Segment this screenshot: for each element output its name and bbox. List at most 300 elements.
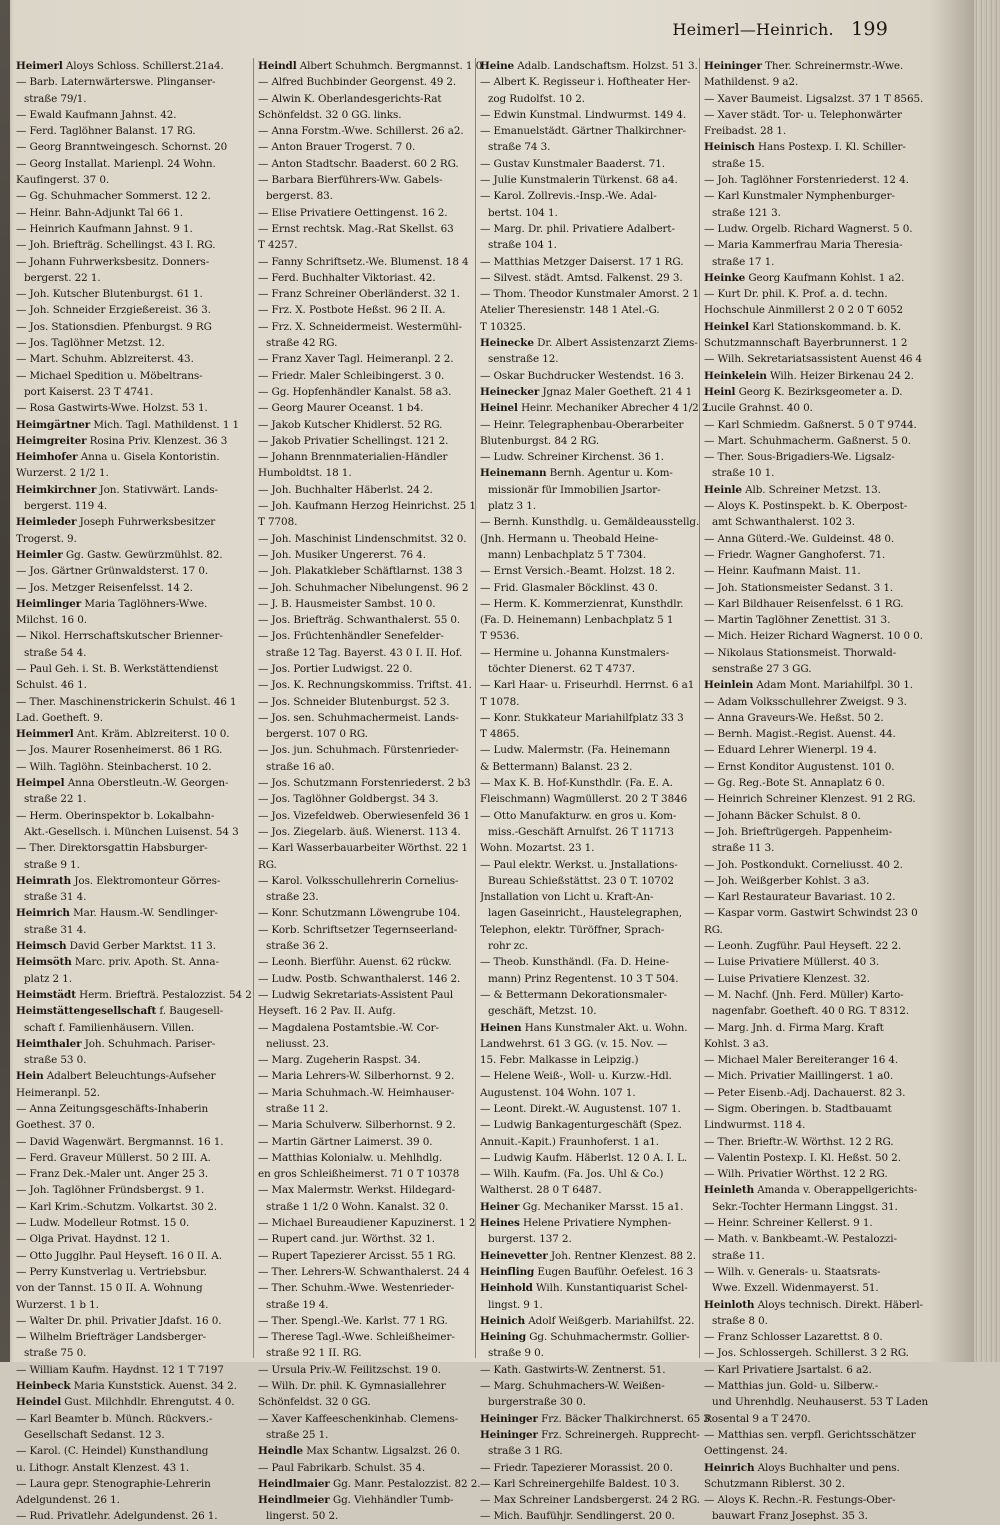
directory-entry: Oettingenst. 24. [704,1445,788,1458]
directory-entry: — Leonh. Zugführ. Paul Heyseft. 22 2. [704,940,902,953]
directory-entry: — Karl Wasserbauarbeiter Wörthst. 22 1 [258,842,468,855]
directory-entry: — William Kaufm. Haydnst. 12 1 T 7197 [16,1363,224,1376]
directory-entry: Lindwurmst. 118 4. [704,1119,806,1132]
directory-entry: — Michael Spedition u. Möbeltrans- [16,369,203,382]
directory-entry: straße 11. [712,1249,765,1262]
directory-entry: — Marg. Dr. phil. Privatiere Adalbert- [480,222,675,235]
directory-entry: Lad. Goetheft. 9. [16,711,103,724]
directory-entry: Heinisch Hans Postexp. I. Kl. Schiller- [704,141,906,154]
directory-entry: Lucile Grahnst. 40 0. [704,402,813,415]
directory-entry: — Matthias sen. verpfl. Gerichtsschätzer [704,1428,916,1441]
directory-entry: — Jos. Portier Ludwigst. 22 0. [258,662,413,675]
directory-entry: — Ludwig Bankagenturgeschäft (Spez. [480,1119,682,1132]
directory-entry: — Kurt Dr. phil. K. Prof. a. d. techn. [704,288,888,301]
directory-entry: straße 3 1 RG. [488,1445,563,1458]
directory-entry: — Jos. Briefträg. Schwanthalerst. 55 0. [258,614,461,627]
directory-entry: — Maria Schulverw. Silberhornst. 9 2. [258,1119,456,1132]
directory-entry: — Ther. Brieftr.-W. Wörthst. 12 2 RG. [704,1135,894,1148]
directory-entry: — Matthias Kolonialw. u. Mehlhdlg. [258,1151,443,1164]
directory-entry: Wohn. Mozartst. 23 1. [480,842,595,855]
directory-entry: amt Schwanthalerst. 102 3. [712,516,856,529]
directory-entry: neliusst. 23. [266,1037,329,1050]
directory-entry: Kohlst. 3 a3. [704,1037,769,1050]
running-head: Heimerl—Heinrich. [672,20,834,39]
directory-entry: — Thom. Theodor Kunstmaler Amorst. 2 1 [480,288,699,301]
directory-entry: straße 121 3. [712,206,781,219]
directory-entry: — Karl Krim.-Schutzm. Volkartst. 30 2. [16,1200,217,1213]
directory-entry: bergerst. 107 0 RG. [266,728,368,741]
directory-entry: und Uhrenhdlg. Neuhauserst. 53 T Laden [712,1396,929,1409]
directory-entry: 15. Febr. Malkasse in Leipzig.) [480,1054,639,1067]
directory-entry: bergerst. 22 1. [24,271,101,284]
directory-entry: — Wilh. v. Generals- u. Staatsrats- [704,1265,881,1278]
directory-entry: — Xaver städt. Tor- u. Telephonwärter [704,108,902,121]
directory-entry: — Joh. Musiker Ungererst. 76 4. [258,548,426,561]
directory-entry: bertst. 104 1. [488,206,558,219]
directory-entry: — Karl Restaurateur Bavariast. 10 2. [704,891,896,904]
directory-entry: — Max Malermstr. Werkst. Hildegard- [258,1184,456,1197]
directory-entry: — Julie Kunstmalerin Türkenst. 68 a4. [480,174,678,187]
directory-entry: — Ursula Priv.-W. Feilitzschst. 19 0. [258,1363,441,1376]
directory-entry: — Ludw. Postb. Schwanthalerst. 146 2. [258,972,461,985]
directory-entry: — Joh. Schneider Erzgießereist. 36 3. [16,304,211,317]
directory-entry: — Ludw. Orgelb. Richard Wagnerst. 5 0. [704,222,913,235]
directory-entry: — Anton Brauer Trogerst. 7 0. [258,141,416,154]
directory-entry: Fleischmann) Wagmüllerst. 20 2 T 3846 [480,793,688,806]
directory-entry: — Gustav Kunstmaler Baaderst. 71. [480,157,665,170]
directory-entry: — Rupert Tapezierer Arcisst. 55 1 RG. [258,1249,456,1262]
directory-entry: — Bernh. Magist.-Regist. Auenst. 44. [704,728,896,741]
directory-entry: — Ther. Spengl.-We. Karlst. 77 1 RG. [258,1314,448,1327]
directory-entry: — Jos. Gärtner Grünwaldsterst. 17 0. [16,565,209,578]
directory-entry: — Mich. Privatier Maillingerst. 1 a0. [704,1070,894,1083]
directory-entry: — Joh. Weißgerber Kohlst. 3 a3. [704,874,870,887]
directory-entry: — Ther. Sous-Brigadiers-We. Ligsalz- [704,451,895,464]
directory-entry: Heyseft. 16 2 Pav. II. Aufg. [258,1005,396,1018]
directory-entry: Heinecker Jgnaz Maler Goetheft. 21 4 1 [480,385,693,398]
directory-entry: — Joh. Taglöhner Forstenriederst. 12 4. [704,174,909,187]
directory-entry: — Valentin Postexp. I. Kl. Heßst. 50 2. [704,1151,901,1164]
directory-entry: (Fa. D. Heinemann) Lenbachplatz 5 1 [480,614,674,627]
directory-entry: straße 92 1 II. RG. [266,1347,362,1360]
directory-entry: — Helene Weiß-, Woll- u. Kurzw.-Hdl. [480,1070,672,1083]
directory-entry: — Friedr. Wagner Ganghoferst. 71. [704,548,886,561]
directory-entry: Heinrich Aloys Buchhalter und pens. [704,1461,900,1474]
directory-entry: — Barb. Laternwärterswe. Plinganser- [16,76,216,89]
directory-entry: rohr zc. [488,940,528,953]
directory-entry: Kaufingerst. 37 0. [16,174,110,187]
directory-entry: Heinevetter Joh. Rentner Klenzest. 88 2. [480,1249,696,1262]
directory-entry: straße 31 4. [24,923,87,936]
directory-entry: — Laura gepr. Stenographie-Lehrerin [16,1477,211,1490]
directory-entry: — Wilh. Taglöhn. Steinbacherst. 10 2. [16,760,212,773]
directory-entry: — Silvest. städt. Amtsd. Falkenst. 29 3. [480,271,683,284]
directory-entry: Heinlein Adam Mont. Mariahilfpl. 30 1. [704,679,913,692]
directory-entry: — Matthias Metzger Daiserst. 17 1 RG. [480,255,684,268]
directory-entry: — Elise Privatiere Oettingenst. 16 2. [258,206,448,219]
directory-entry: Hochschule Ainmillerst 2 0 2 0 T 6052 [704,304,904,317]
directory-entry: — Jos. Ziegelarb. äuß. Wienerst. 113 4. [258,825,461,838]
directory-entry: — Nikolaus Stationsmeist. Thorwald- [704,646,897,659]
directory-entry: — Adam Volksschullehrer Zweigst. 9 3. [704,695,907,708]
directory-entry: platz 3 1. [488,500,536,513]
directory-entry: — Joh. Schuhmacher Nibelungenst. 96 2 [258,581,469,594]
directory-entry: straße 9 0. [488,1347,544,1360]
directory-entry: — Heinr. Schreiner Kellerst. 9 1. [704,1217,873,1230]
directory-entry: — Ther. Direktorsgattin Habsburger- [16,842,208,855]
directory-entry: Heininger Frz. Schreinergeh. Rupprecht- [480,1428,700,1441]
directory-entry: Heimsch David Gerber Marktst. 11 3. [16,940,216,953]
directory-entry: — Rud. Privatlehr. Adelgundenst. 26 1. [16,1510,218,1523]
directory-entry: — Heinr. Kaufmann Maist. 11. [704,565,861,578]
directory-entry: — Franz Dek.-Maler unt. Anger 25 3. [16,1168,209,1181]
directory-entry: T 4865. [480,728,520,741]
directory-entry: — Johann Brennmaterialien-Händler [258,451,448,464]
directory-entry: straße 9 1. [24,858,80,871]
directory-entry: RG. [704,923,723,936]
directory-entry: straße 54 4. [24,646,87,659]
directory-entry: — Aloys K. Postinspekt. b. K. Oberpost- [704,500,908,513]
directory-entry: — Hermine u. Johanna Kunstmalers- [480,646,670,659]
directory-entry: Schönfeldst. 32 0 GG. [258,1396,371,1409]
directory-entry: — Bernh. Kunsthdlg. u. Gemäldeausstellg. [480,516,700,529]
directory-entry: straße 1 1/2 0 Wohn. Kanalst. 32 0. [266,1200,449,1213]
directory-entry: (Jnh. Hermann u. Theobald Heine- [480,532,659,545]
directory-entry: — Korb. Schriftsetzer Tegernseerland- [258,923,458,936]
directory-entry: Jnstallation von Licht u. Kraft-An- [480,891,654,904]
directory-entry: — Ernst Versich.-Beamt. Holzst. 18 2. [480,565,675,578]
directory-entry: — Ernst rechtsk. Mag.-Rat Skellst. 63 [258,222,454,235]
directory-entry: Heimpel Anna Oberstleutn.-W. Georgen- [16,777,229,790]
directory-entry: mann) Lenbachplatz 5 T 7304. [488,548,647,561]
directory-entry: bergerst. 83. [266,190,333,203]
directory-entry: Heinen Hans Kunstmaler Akt. u. Wohn. [480,1021,688,1034]
directory-entry: Heimstädt Herm. Briefträ. Pestalozzist. 54 2 [16,988,252,1001]
directory-entry: — Joh. Kaufmann Herzog Heinrichst. 25 1 [258,500,476,513]
directory-entry: en gros Schleißheimerst. 71 0 T 10378 [258,1168,460,1181]
directory-entry: Wurzerst. 1 b 1. [16,1298,99,1311]
directory-entry: Heinfling Eugen Bauführ. Oefelest. 16 3 [480,1265,694,1278]
directory-entry: — Otto Manufakturw. en gros u. Kom- [480,809,677,822]
directory-entry: — Ferd. Buchhalter Viktoriast. 42. [258,271,436,284]
directory-entry: geschäft, Metzst. 10. [488,1005,597,1018]
directory-entry: — Konr. Stukkateur Mariahilfplatz 33 3 [480,711,684,724]
directory-entry: — Michael Bureaudiener Kapuzinerst. 1 2 [258,1217,476,1230]
directory-entry: — Joh. Buchhalter Häberlst. 24 2. [258,483,433,496]
directory-entry: — Otto Jugglhr. Paul Heyseft. 16 0 II. A. [16,1249,222,1262]
directory-entry: RG. [258,858,277,871]
directory-entry: Schönfeldst. 32 0 GG. links. [258,108,402,121]
directory-entry: lingerst. 50 2. [266,1510,339,1523]
directory-entry: — Rosa Gastwirts-Wwe. Holzst. 53 1. [16,402,208,415]
directory-entry: — Ludwig Kaufm. Häberlst. 12 0 A. I. L. [480,1151,688,1164]
directory-entry: Landwehrst. 61 3 GG. (v. 15. Nov. — [480,1037,668,1050]
page-number: 199 [851,18,888,40]
directory-entry: — Joh. Postkondukt. Corneliusst. 40 2. [704,858,903,871]
directory-entry: platz 2 1. [24,972,72,985]
directory-entry: — Paul elektr. Werkst. u. Jnstallations- [480,858,678,871]
directory-entry: — Martin Gärtner Laimerst. 39 0. [258,1135,433,1148]
directory-entry: Heimthaler Joh. Schuhmach. Pariser- [16,1037,216,1050]
directory-entry: burgerstraße 30 0. [488,1396,586,1409]
directory-entry: — Wilh. Sekretariatsassistent Auenst 46 4 [704,353,923,366]
directory-column-4 [704,58,934,1525]
directory-entry: Humboldtst. 18 1. [258,467,352,480]
directory-entry: bergerst. 119 4. [24,500,108,513]
directory-entry: straße 10 1. [712,467,775,480]
directory-entry: straße 11 2. [266,1103,329,1115]
directory-entry: — Jos. Maurer Rosenheimerst. 86 1 RG. [16,744,223,757]
directory-entry: — Max K. B. Hof-Kunsthdlr. (Fa. E. A. [480,777,673,790]
directory-entry: — Friedr. Tapezierer Morassist. 20 0. [480,1461,673,1474]
directory-entry: & Bettermann) Balanst. 23 2. [480,760,633,773]
directory-entry: Heindlmaier Gg. Manr. Pestalozzist. 82 2. [258,1477,481,1490]
directory-entry: Mathildenst. 9 a2. [704,76,799,89]
directory-entry: Heininger Ther. Schreinermstr.-Wwe. [704,60,904,72]
directory-entry: T 7708. [258,516,298,529]
directory-entry: töchter Dienerst. 62 T 4737. [488,662,635,675]
directory-entry: — Jos. Schneider Blutenburgst. 52 3. [258,695,450,708]
directory-entry: senstraße 27 3 GG. [712,662,812,675]
directory-entry: Heimsöth Marc. priv. Apoth. St. Anna- [16,956,219,969]
book-gutter [0,0,10,1362]
directory-entry: — Xaver Baumeist. Ligsalzst. 37 1 T 8565. [704,92,924,105]
directory-entry: Adelgundenst. 26 1. [16,1494,120,1507]
directory-entry: — Olga Privat. Haydnst. 12 1. [16,1233,170,1246]
directory-entry: — Karl Bildhauer Reisenfelsst. 6 1 RG. [704,597,904,610]
directory-entry: — Luise Privatiere Müllerst. 40 3. [704,956,880,969]
directory-entry: — Johann Bäcker Schulst. 8 0. [704,809,861,822]
directory-entry: Akt.-Gesellsch. i. München Luisenst. 54 3 [24,825,239,838]
directory-entry: — Eduard Lehrer Wienerpl. 19 4. [704,744,877,757]
directory-entry: Heindle Max Schantw. Ligsalzst. 26 0. [258,1445,461,1458]
directory-entry: — Jakob Privatier Schellingst. 121 2. [258,434,449,447]
directory-entry: — Karl Privatiere Jsartalst. 6 a2. [704,1363,872,1376]
directory-entry: — Georg Branntweingesch. Schornst. 20 [16,141,228,154]
directory-entry: Heimgärtner Mich. Tagl. Mathildenst. 1 1 [16,418,240,431]
directory-entry: — Georg Installat. Marienpl. 24 Wohn. [16,157,216,170]
directory-entry: — Theob. Kunsthändl. (Fa. D. Heine- [480,956,669,969]
directory-entry: — Jos. Früchtenhändler Senefelder- [258,630,444,643]
directory-entry: — Michael Maler Bereiteranger 16 4. [704,1054,899,1067]
directory-entry: — Alwin K. Oberlandesgerichts-Rat [258,92,442,105]
directory-entry: Heimrath Jos. Elektromonteur Görres- [16,874,221,887]
directory-entry: — Leonh. Bierführ. Auenst. 62 rückw. [258,956,452,969]
directory-entry: Hein Adalbert Beleuchtungs-Aufseher [16,1070,216,1083]
directory-entry: — David Wagenwärt. Bergmannst. 16 1. [16,1135,224,1148]
directory-entry: Annuit.-Kapit.) Fraunhoferst. 1 a1. [480,1135,659,1148]
directory-entry: — Gg. Reg.-Bote St. Annaplatz 6 0. [704,777,885,790]
directory-entry: — Ludw. Malermstr. (Fa. Heinemann [480,744,671,757]
directory-entry: Heininger Frz. Bäcker Thalkirchnerst. 65 3 [480,1412,710,1425]
directory-entry: Freibadst. 28 1. [704,125,787,138]
directory-entry: — Herm. K. Kommerzienrat, Kunsthdlr. [480,597,684,610]
directory-entry: — Albert K. Regisseur i. Hoftheater Her- [480,76,691,89]
directory-entry: Trogerst. 9. [16,532,77,545]
directory-entry: — Ludw. Modelleur Rotmst. 15 0. [16,1217,190,1230]
directory-entry: — Jos. Schutzmann Forstenriederst. 2 b3 [258,777,471,790]
directory-entry: — Wilh. Privatier Wörthst. 12 2 RG. [704,1168,888,1181]
directory-entry: Heimleder Joseph Fuhrwerksbesitzer [16,516,216,529]
directory-entry: Heinl Georg K. Bezirksgeometer a. D. [704,385,903,398]
directory-entry: Blutenburgst. 84 2 RG. [480,434,600,447]
directory-entry: — Franz Xaver Tagl. Heimeranpl. 2 2. [258,353,454,366]
directory-entry: Augustenst. 104 Wohn. 107 1. [480,1086,636,1099]
directory-entry: Milchst. 16 0. [16,614,87,627]
directory-entry: Sekr.-Tochter Hermann Linggst. 31. [712,1200,898,1213]
directory-entry: Heinkelein Wilh. Heizer Birkenau 24 2. [704,369,914,382]
directory-entry: — Nikol. Herrschaftskutscher Brienner- [16,630,223,643]
directory-entry: Wwe. Exzell. Widenmayerst. 51. [712,1282,879,1295]
directory-entry: straße 31 4. [24,891,87,904]
directory-entry: — Alfred Buchbinder Georgenst. 49 2. [258,76,457,89]
directory-entry: von der Tannst. 15 0 II. A. Wohnung [16,1282,203,1295]
directory-entry: — Jos. Stationsdien. Pfenburgst. 9 RG [16,320,212,333]
directory-entry: Heinich Adolf Weißgerb. Mariahilfst. 22. [480,1314,695,1327]
directory-entry: — Frid. Glasmaler Böcklinst. 43 0. [480,581,658,594]
directory-entry: miss.-Geschäft Arnulfst. 26 T 11713 [488,825,674,838]
directory-entry: missionär für Immobilien Jsartor- [488,483,661,496]
directory-entry: Atelier Theresienstr. 148 1 Atel.-G. [480,304,660,317]
directory-entry: Heinloth Aloys technisch. Direkt. Häberl- [704,1298,923,1311]
directory-entry: — Anna Graveurs-We. Heßst. 50 2. [704,711,884,724]
directory-entry: Heinel Heinr. Mechaniker Abrecher 4 1/2 2. [480,402,712,415]
directory-entry: straße 12 Tag. Bayerst. 43 0 I. II. Hof. [266,646,463,659]
directory-entry: Heines Helene Privatiere Nymphen- [480,1217,672,1230]
directory-entry: — Anna Zeitungsgeschäfts-Inhaberin [16,1103,209,1115]
directory-entry: T 1078. [480,695,520,708]
directory-entry: — Karl Kunstmaler Nymphenburger- [704,190,895,203]
directory-entry: — Joh. Stationsmeister Sedanst. 3 1. [704,581,894,594]
directory-entry: — Rupert cand. jur. Wörthst. 32 1. [258,1233,435,1246]
directory-entry: Heimmerl Ant. Kräm. Ablzreiterst. 10 0. [16,728,230,741]
directory-entry: — Frz. X. Postbote Heßst. 96 2 II. A. [258,304,446,317]
directory-entry: — Karol. (C. Heindel) Kunsthandlung [16,1445,209,1458]
directory-entry: — Max Schreiner Landsbergerst. 24 2 RG. [480,1494,700,1507]
directory-entry: Schutzmannschaft Bayerbrunnerst. 1 2 [704,337,908,350]
directory-entry: — Peter Eisenb.-Adj. Dachauerst. 82 3. [704,1086,906,1099]
directory-entry: — Jos. jun. Schuhmach. Fürstenrieder- [258,744,459,757]
directory-entry: — Ther. Maschinenstrickerin Schulst. 46 1 [16,695,237,708]
directory-entry: — Karol. Zollrevis.-Insp.-We. Adal- [480,190,657,203]
directory-entry: — Friedr. Maler Schleibingerst. 3 0. [258,369,445,382]
directory-entry: — Karl Schreinergehilfe Baldest. 10 3. [480,1477,680,1490]
directory-entry: straße 17 1. [712,255,775,268]
directory-entry: — Johann Fuhrwerksbesitz. Donners- [16,255,210,268]
directory-entry: — Joh. Briefträg. Schellingst. 43 I. RG. [16,239,216,252]
directory-entry: T 9536. [480,630,520,643]
directory-entry: Rosental 9 a T 2470. [704,1412,811,1425]
directory-entry: — Marg. Zugeherin Raspst. 34. [258,1054,421,1067]
directory-entry: — Georg Maurer Oceanst. 1 b4. [258,402,424,415]
directory-entry: straße 16 a0. [266,760,335,773]
directory-column-1 [16,58,254,1525]
directory-entry: — Ludw. Schreiner Kirchenst. 36 1. [480,451,664,464]
directory-entry: burgerst. 137 2. [488,1233,572,1246]
directory-entry: schaft f. Familienhäusern. Villen. [24,1021,195,1034]
directory-entry: Heinkel Karl Stationskommand. b. K. [704,320,902,333]
directory-entry: — Franz Schlosser Lazarettst. 8 0. [704,1331,883,1344]
directory-entry: — Ther. Schuhm.-Wwe. Westenrieder- [258,1282,454,1295]
directory-entry: — Mich. Baufühjr. Sendlingerst. 20 0. [480,1510,675,1523]
directory-entry: Heining Gg. Schuhmachermstr. Gollier- [480,1331,690,1344]
directory-entry: — Joh. Brieftrügergeh. Pappenheim- [704,825,893,838]
directory-entry: — Jos. Taglöhner Metzst. 12. [16,337,165,350]
directory-entry: Heimhofer Anna u. Gisela Kontoristin. [16,451,220,464]
directory-entry: straße 8 0. [712,1314,768,1327]
directory-entry: — Xaver Kaffeeschenkinhab. Clemens- [258,1412,459,1425]
directory-entry: bauwart Franz Josephst. 35 3. [712,1510,868,1523]
directory-entry: — Fanny Schriftsetz.-We. Blumenst. 18 4 [258,255,469,268]
directory-entry: — Heinr. Telegraphenbau-Oberarbeiter [480,418,684,431]
directory-entry: — Wilh. Dr. phil. K. Gymnasiallehrer [258,1380,446,1393]
directory-entry: — Marg. Schuhmachers-W. Weißen- [480,1380,665,1393]
directory-entry: Heindl Albert Schuhmch. Bergmannst. 1 0 [258,60,483,72]
directory-entry: straße 25 1. [266,1428,329,1441]
directory-entry: — Jos. K. Rechnungskommiss. Triftst. 41. [258,679,472,692]
directory-entry: — Jakob Kutscher Khidlerst. 52 RG. [258,418,443,431]
directory-entry: straße 104 1. [488,239,557,252]
directory-entry: — Mart. Schuhm. Ablzreiterst. 43. [16,353,194,366]
directory-entry: — Emanuelstädt. Gärtner Thalkirchner- [480,125,686,138]
directory-entry: lingst. 9 1. [488,1298,543,1311]
directory-entry: — Jos. Metzger Reisenfelsst. 14 2. [16,581,193,594]
directory-entry: — Kath. Gastwirts-W. Zentnerst. 51. [480,1363,666,1376]
page-edges [974,0,1000,1362]
directory-entry: — Paul Geh. i. St. B. Werkstättendienst [16,662,219,675]
directory-entry: straße 79/1. [24,92,87,105]
directory-entry: — Marg. Jnh. d. Firma Marg. Kraft [704,1021,884,1034]
directory-entry: — Joh. Plakatkleber Schäftlarnst. 138 3 [258,565,463,578]
directory-entry: — Therese Tagl.-Wwe. Schleißheimer- [258,1331,455,1344]
directory-entry: Heimler Gg. Gastw. Gewürzmühlst. 82. [16,548,223,561]
directory-entry: — Anna Güterd.-We. Guldeinst. 48 0. [704,532,895,545]
directory-entry: Heinecke Dr. Albert Assistenzarzt Ziems- [480,337,698,350]
directory-entry: Schutzmann Riblerst. 30 2. [704,1477,845,1490]
directory-entry: straße 36 2. [266,940,329,953]
directory-entry: — Maria Lehrers-W. Silberhornst. 9 2. [258,1070,455,1083]
directory-entry: straße 74 3. [488,141,551,154]
directory-entry: zog Rudolfst. 10 2. [488,92,585,105]
directory-entry: Heine Adalb. Landschaftsm. Holzst. 51 3. [480,60,698,72]
directory-entry: — Jos. Schlossergeh. Schillerst. 3 2 RG. [704,1347,909,1360]
directory-entry: — Martin Taglöhner Zenettist. 31 3. [704,614,891,627]
directory-entry: senstraße 12. [488,353,559,366]
directory-entry: — Barbara Bierführers-Ww. Gabels- [258,174,443,187]
directory-entry: — Jos. Vizefeldweb. Oberwiesenfeld 36 1 [258,809,470,822]
directory-entry: — Franz Schreiner Oberländerst. 32 1. [258,288,460,301]
directory-entry: — Wilh. Kaufm. (Fa. Jos. Uhl & Co.) [480,1168,664,1181]
directory-entry: Heimeranpl. 52. [16,1086,100,1099]
directory-entry: — Ludwig Sekretariats-Assistent Paul [258,988,454,1001]
directory-entry: Telephon, elektr. Türöffner, Sprach- [480,923,665,936]
directory-entry: — Gg. Hopfenhändler Kanalst. 58 a3. [258,385,452,398]
directory-entry: — Paul Fabrikarb. Schulst. 35 4. [258,1461,426,1474]
directory-entry: u. Lithogr. Anstalt Klenzest. 43 1. [16,1461,190,1474]
directory-entry: — Oskar Buchdrucker Westendst. 16 3. [480,369,684,382]
directory-entry: straße 15. [712,157,765,170]
directory-entry: Goethest. 37 0. [16,1119,95,1132]
directory-entry: — Karl Schmiedm. Gaßnerst. 5 0 T 9744. [704,418,917,431]
directory-entry: Heinleth Amanda v. Oberappellgerichts- [704,1184,918,1197]
directory-entry: straße 42 RG. [266,337,338,350]
directory-entry: — Joh. Taglöhner Fründsbergst. 9 1. [16,1184,205,1197]
directory-entry: Heinhold Wilh. Kunstantiquarist Schel- [480,1282,688,1295]
directory-entry: Heinle Alb. Schreiner Metzst. 13. [704,483,881,496]
directory-entry: Heinke Georg Kaufmann Kohlst. 1 a2. [704,271,905,284]
directory-entry: — Aloys K. Rechn.-R. Festungs-Ober- [704,1494,896,1507]
directory-entry: — Sigm. Oberingen. b. Stadtbauamt [704,1103,892,1115]
